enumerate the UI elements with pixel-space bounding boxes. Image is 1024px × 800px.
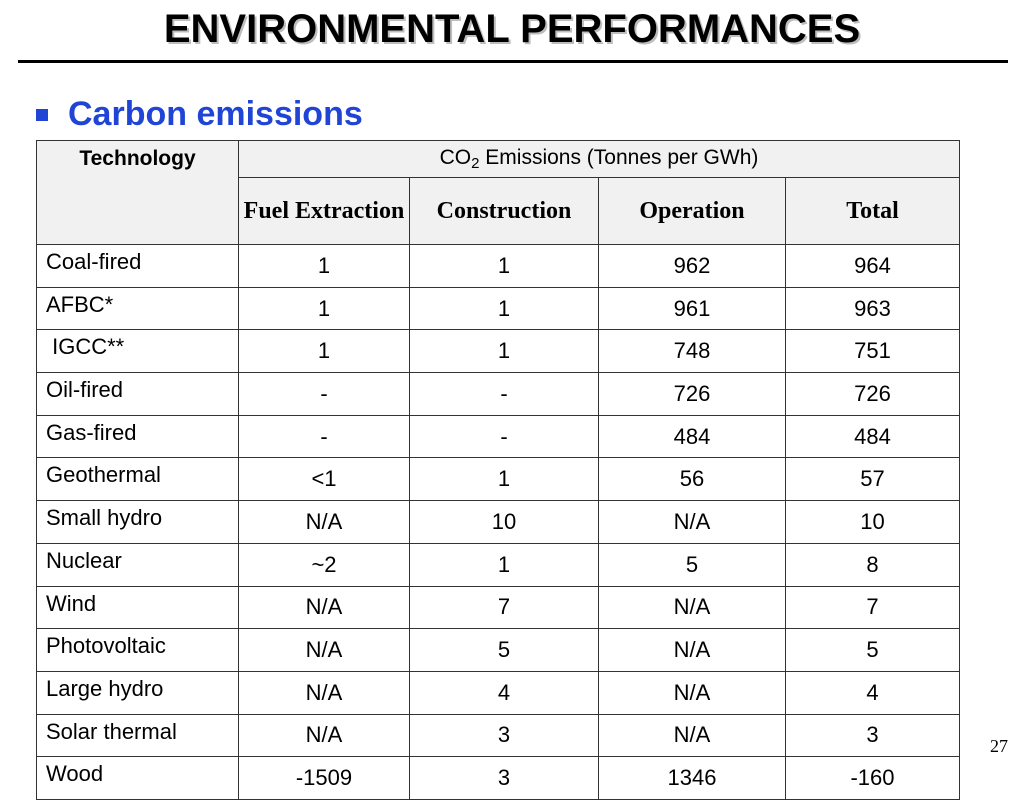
fuel-extraction-cell: N/A: [239, 629, 410, 672]
total-cell: 5: [786, 629, 960, 672]
emissions-table: [36, 140, 960, 800]
operation-cell: N/A: [599, 671, 786, 714]
table-row: [37, 330, 960, 373]
table-row: [37, 501, 960, 544]
construction-cell: 1: [410, 245, 599, 288]
total-cell: 964: [786, 245, 960, 288]
co2-prefix: CO: [439, 146, 472, 169]
table-row: [37, 287, 960, 330]
construction-cell: 10: [410, 501, 599, 544]
table-row: [37, 373, 960, 416]
table-row: [37, 714, 960, 757]
fuel-extraction-cell: -1509: [239, 757, 410, 800]
table-row: [37, 458, 960, 501]
fuel-extraction-header: Fuel Extraction: [239, 178, 410, 245]
operation-cell: 5: [599, 543, 786, 586]
construction-cell: 1: [410, 458, 599, 501]
fuel-extraction-cell: N/A: [239, 586, 410, 629]
table-row: [37, 629, 960, 672]
construction-cell: 3: [410, 714, 599, 757]
total-cell: 57: [786, 458, 960, 501]
table-row: [37, 586, 960, 629]
technology-cell: Gas-fired: [37, 415, 239, 458]
technology-cell: Solar thermal: [37, 714, 239, 757]
operation-cell: N/A: [599, 714, 786, 757]
construction-cell: 4: [410, 671, 599, 714]
operation-header: Operation: [599, 178, 786, 245]
fuel-extraction-cell: N/A: [239, 501, 410, 544]
total-cell: 8: [786, 543, 960, 586]
table-row: [37, 671, 960, 714]
fuel-extraction-cell: 1: [239, 245, 410, 288]
table-row: [37, 245, 960, 288]
fuel-extraction-cell: -: [239, 373, 410, 416]
fuel-extraction-cell: <1: [239, 458, 410, 501]
total-header: Total: [786, 178, 960, 245]
fuel-extraction-cell: N/A: [239, 671, 410, 714]
operation-cell: 961: [599, 287, 786, 330]
construction-cell: 7: [410, 586, 599, 629]
operation-cell: 726: [599, 373, 786, 416]
construction-header: Construction: [410, 178, 599, 245]
page-number: 27: [990, 736, 1008, 756]
total-cell: 963: [786, 287, 960, 330]
co2-emissions-header: [239, 141, 960, 178]
operation-cell: 56: [599, 458, 786, 501]
table-header-row: [37, 141, 960, 178]
table-row: [37, 415, 960, 458]
co2-suffix: Emissions (Tonnes per GWh): [479, 146, 759, 169]
construction-cell: 1: [410, 330, 599, 373]
technology-cell: Photovoltaic: [37, 629, 239, 672]
operation-cell: N/A: [599, 501, 786, 544]
fuel-extraction-cell: -: [239, 415, 410, 458]
total-cell: 3: [786, 714, 960, 757]
total-cell: -160: [786, 757, 960, 800]
bullet-item: [36, 92, 363, 136]
technology-cell: Coal-fired: [37, 245, 239, 288]
operation-cell: N/A: [599, 629, 786, 672]
construction-cell: 1: [410, 287, 599, 330]
table-row: [37, 543, 960, 586]
construction-cell: 5: [410, 629, 599, 672]
operation-cell: N/A: [599, 586, 786, 629]
total-cell: 7: [786, 586, 960, 629]
total-cell: 484: [786, 415, 960, 458]
technology-cell: AFBC*: [37, 287, 239, 330]
total-cell: 751: [786, 330, 960, 373]
operation-cell: 962: [599, 245, 786, 288]
square-bullet-icon: [36, 109, 48, 121]
technology-cell: Large hydro: [37, 671, 239, 714]
total-cell: 4: [786, 671, 960, 714]
bullet-text: Carbon emissions: [68, 95, 363, 133]
construction-cell: -: [410, 415, 599, 458]
operation-cell: 748: [599, 330, 786, 373]
technology-cell: Oil-fired: [37, 373, 239, 416]
technology-cell: Small hydro: [37, 501, 239, 544]
total-cell: 10: [786, 501, 960, 544]
fuel-extraction-cell: 1: [239, 330, 410, 373]
technology-cell: Wood: [37, 757, 239, 800]
technology-cell: IGCC**: [37, 330, 239, 373]
technology-cell: Wind: [37, 586, 239, 629]
fuel-extraction-cell: 1: [239, 287, 410, 330]
fuel-extraction-cell: N/A: [239, 714, 410, 757]
co2-subscript: 2: [471, 155, 480, 172]
title-underline: [18, 60, 1008, 63]
table-row: [37, 757, 960, 800]
technology-cell: Geothermal: [37, 458, 239, 501]
total-cell: 726: [786, 373, 960, 416]
fuel-extraction-cell: ~2: [239, 543, 410, 586]
operation-cell: 1346: [599, 757, 786, 800]
construction-cell: 1: [410, 543, 599, 586]
construction-cell: 3: [410, 757, 599, 800]
technology-cell: Nuclear: [37, 543, 239, 586]
construction-cell: -: [410, 373, 599, 416]
slide-title: ENVIRONMENTAL PERFORMANCES: [163, 7, 861, 51]
operation-cell: 484: [599, 415, 786, 458]
technology-header: Technology: [37, 141, 239, 245]
